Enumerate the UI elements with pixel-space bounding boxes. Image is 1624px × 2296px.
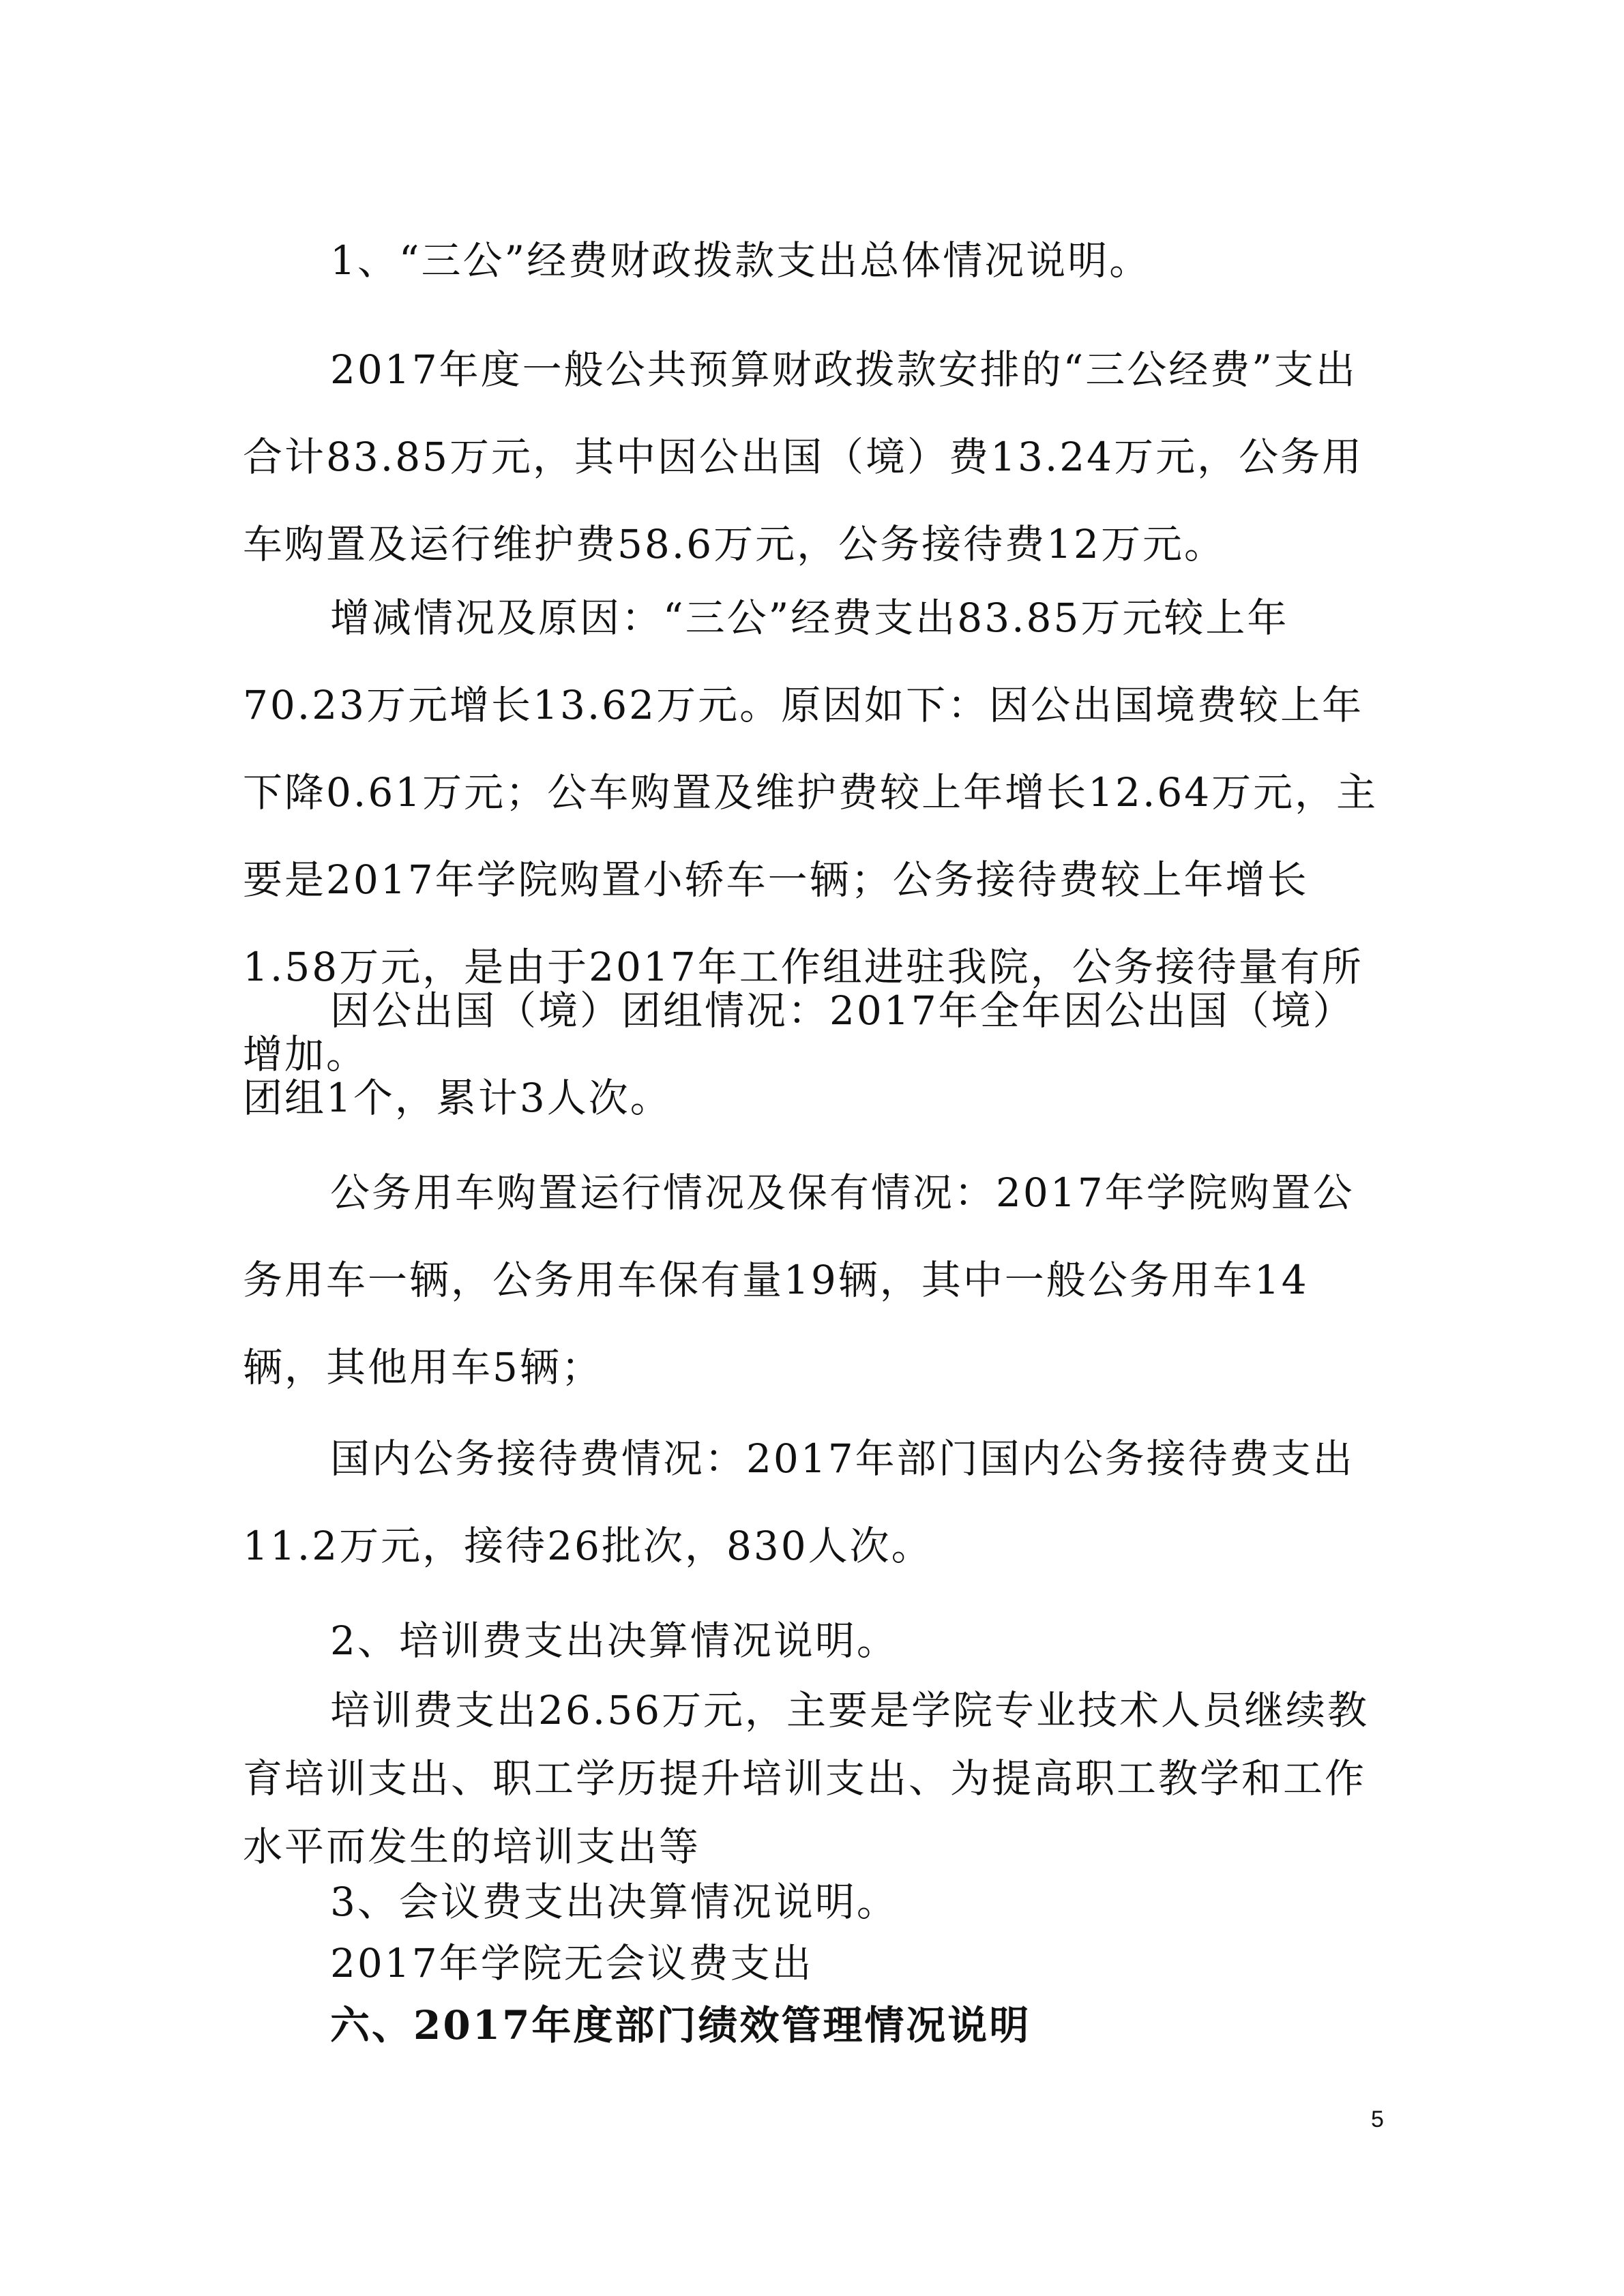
paragraph-domestic-reception: 国内公务接待费情况：2017年部门国内公务接待费支出11.2万元，接待26批次，830人次。 — [243, 1435, 1355, 1569]
paragraph-sangong-total: 2017年度一般公共预算财政拨款安排的“三公经费”支出合计83.85万元，其中因公出国（境）费13.24万元，公务用车购置及运行维护费58.6万元，公务接待费12万元。 — [243, 346, 1364, 567]
paragraph-change-reasons: 增减情况及原因：“三公”经费支出83.85万元较上年70.23万元增长13.62万元。原因如下：因公出国境费较上年下降0.61万元；公车购置及维护费较上年增长12.64万元，主要是2017年学院购置小轿车一辆；公务接待费较上年增长1.58万元，是由于2017年工作组进驻我院，公务接待量有所增加。 — [243, 595, 1378, 1077]
paragraph-training-title: 2、培训费支出决算情况说明。 — [330, 1617, 898, 1664]
paragraph-meeting-title: 3、会议费支出决算情况说明。 — [330, 1879, 898, 1925]
section-heading: 六、2017年度部门绩效管理情况说明 — [330, 2002, 1031, 2048]
paragraph-meeting-detail: 2017年学院无会议费支出 — [330, 1940, 814, 1986]
page-number: 5 — [1371, 2106, 1384, 2132]
paragraph-overseas-groups: 因公出国（境）团组情况：2017年全年因公出国（境）团组1个，累计3人次。 — [243, 987, 1355, 1121]
paragraph-training-detail: 培训费支出26.56万元，主要是学院专业技术人员继续教育培训支出、职工学历提升培训支出、为提高职工教学和工作水平而发生的培训支出等 — [243, 1687, 1370, 1870]
paragraph-sangong-overview-title: 1、“三公”经费财政拨款支出总体情况说明。 — [330, 237, 1151, 284]
paragraph-official-vehicles: 公务用车购置运行情况及保有情况：2017年学院购置公务用车一辆，公务用车保有量19辆，其中一般公务用车14辆，其他用车5辆； — [243, 1169, 1355, 1390]
